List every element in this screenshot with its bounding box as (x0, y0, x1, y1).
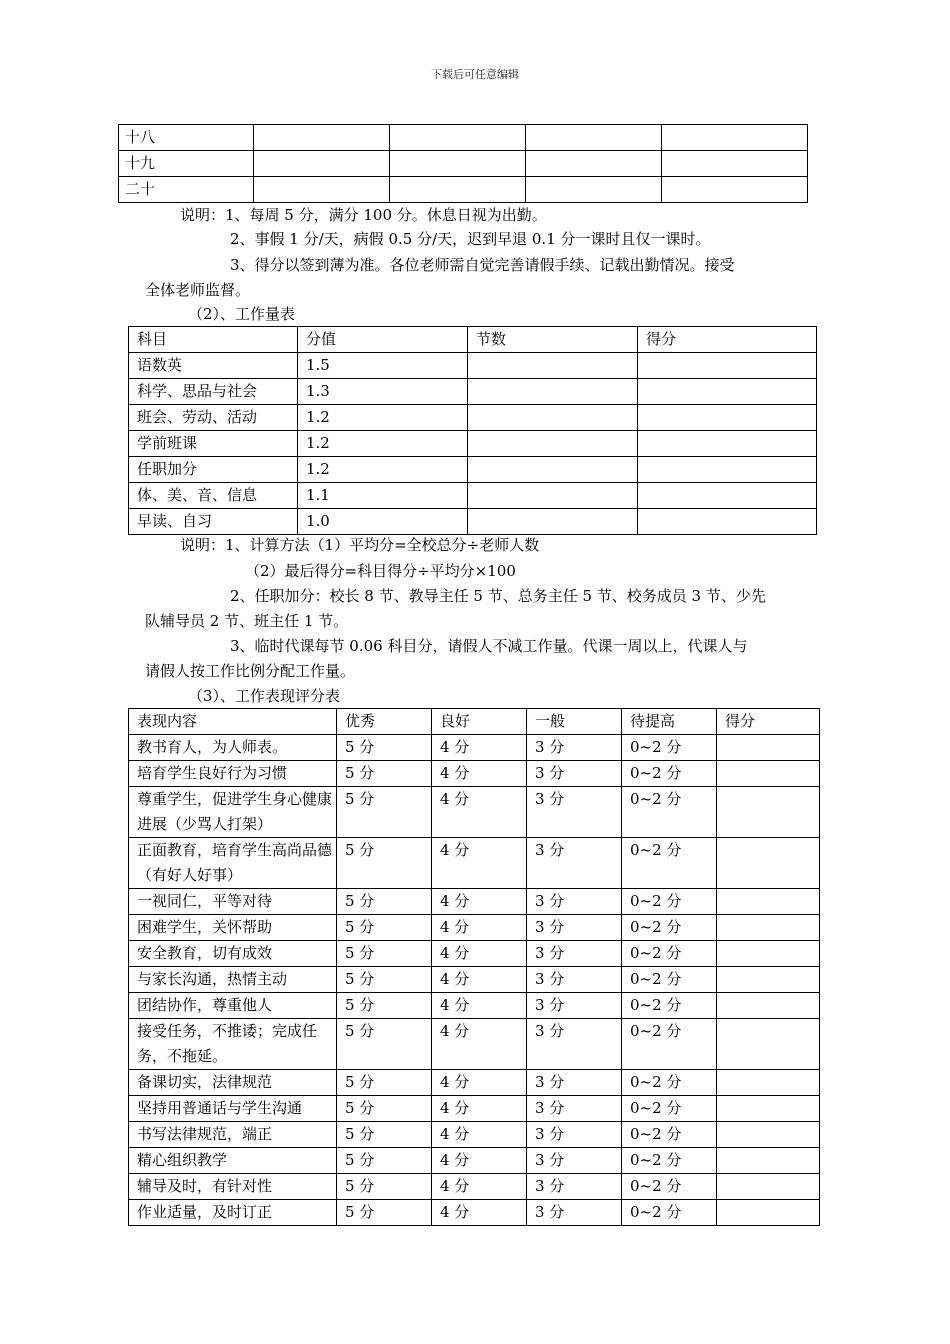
table-cell: 0~2 分 (622, 1122, 717, 1148)
table-row (129, 1070, 820, 1096)
table-cell (717, 941, 820, 967)
table-cell: 5 分 (337, 1096, 432, 1122)
workload-table-body (129, 353, 817, 535)
table-cell: 4 分 (432, 1070, 527, 1096)
table-cell: 5 分 (337, 1200, 432, 1226)
table-cell: 坚持用普通话与学生沟通 (129, 1096, 337, 1122)
table-cell: 十九 (119, 151, 254, 177)
header-cell: 优秀 (337, 709, 432, 735)
table-cell (468, 353, 638, 379)
table-cell (717, 889, 820, 915)
table-cell (717, 1096, 820, 1122)
workload-header-row (129, 327, 817, 353)
header-cell: 待提高 (622, 709, 717, 735)
table-row (129, 1174, 820, 1200)
table-cell: 4 分 (432, 1174, 527, 1200)
table-cell: 十八 (119, 125, 254, 151)
table-cell (468, 509, 638, 535)
table-cell (717, 787, 820, 838)
page-header: 下载后可任意编辑 (431, 68, 519, 81)
table-cell: 4 分 (432, 761, 527, 787)
table-cell: 教书育人，为人师表。 (129, 735, 337, 761)
performance-table-body (129, 735, 820, 1226)
table-cell: 班会、劳动、活动 (129, 405, 298, 431)
table-row (129, 483, 817, 509)
table-cell: 3 分 (527, 787, 622, 838)
table-cell: 4 分 (432, 1096, 527, 1122)
table-cell (638, 353, 817, 379)
header-cell: 良好 (432, 709, 527, 735)
table-cell (526, 177, 662, 203)
table-row (129, 1019, 820, 1070)
table-cell: 3 分 (527, 1019, 622, 1070)
table-cell (526, 151, 662, 177)
table-cell (638, 483, 817, 509)
table-row (129, 405, 817, 431)
table-cell: 0~2 分 (622, 1070, 717, 1096)
table-cell: 5 分 (337, 761, 432, 787)
table-cell: 接受任务，不推诿；完成任务，不拖延。 (129, 1019, 337, 1070)
table-cell: 3 分 (527, 993, 622, 1019)
table-cell: 0~2 分 (622, 838, 717, 889)
note2-line3: 2、任职加分：校长 8 节、教导主任 5 节、总务主任 5 节、校务成员 3 节、少先 (230, 587, 766, 605)
table-cell: 正面教育，培育学生高尚品德（有好人好事） (129, 838, 337, 889)
table-row (119, 125, 808, 151)
table-cell: 3 分 (527, 1096, 622, 1122)
note1-line1: 说明：1、每周 5 分，满分 100 分。休息日视为出勤。 (180, 206, 547, 224)
table-cell: 5 分 (337, 993, 432, 1019)
table-cell: 0~2 分 (622, 735, 717, 761)
table-cell: 作业适量，及时订正 (129, 1200, 337, 1226)
table-cell (717, 1122, 820, 1148)
table-cell: 5 分 (337, 967, 432, 993)
table-cell: 5 分 (337, 735, 432, 761)
table-cell: 4 分 (432, 915, 527, 941)
attendance-table-body (119, 125, 808, 203)
table-cell (717, 915, 820, 941)
table-row (129, 787, 820, 838)
table-cell: 5 分 (337, 1174, 432, 1200)
table-cell (468, 483, 638, 509)
workload-title: （2）、工作量表 (188, 305, 296, 323)
table-cell (526, 125, 662, 151)
table-cell (638, 431, 817, 457)
table-cell: 3 分 (527, 1148, 622, 1174)
note2-line2: （2）最后得分=科目得分÷平均分×100 (245, 562, 516, 580)
table-cell (254, 125, 390, 151)
note1-line3: 3、得分以签到薄为准。各位老师需自觉完善请假手续、记载出勤情况。接受 (230, 256, 735, 274)
table-cell: 4 分 (432, 889, 527, 915)
table-cell: 早读、自习 (129, 509, 298, 535)
table-cell (662, 125, 808, 151)
table-cell: 4 分 (432, 941, 527, 967)
table-cell: 3 分 (527, 967, 622, 993)
table-cell: 0~2 分 (622, 967, 717, 993)
table-cell (390, 177, 526, 203)
table-cell: 4 分 (432, 838, 527, 889)
performance-table (128, 708, 820, 1226)
table-cell (390, 125, 526, 151)
table-cell: 0~2 分 (622, 941, 717, 967)
table-cell: 体、美、音、信息 (129, 483, 298, 509)
table-cell: 5 分 (337, 915, 432, 941)
table-cell (468, 379, 638, 405)
table-row (119, 151, 808, 177)
table-row (129, 993, 820, 1019)
table-cell: 学前班课 (129, 431, 298, 457)
table-cell: 0~2 分 (622, 1096, 717, 1122)
table-row (129, 1148, 820, 1174)
table-cell: 0~2 分 (622, 889, 717, 915)
table-cell: 0~2 分 (622, 761, 717, 787)
table-cell: 1.1 (298, 483, 468, 509)
table-cell: 困难学生，关怀帮助 (129, 915, 337, 941)
table-cell: 3 分 (527, 941, 622, 967)
table-cell (638, 379, 817, 405)
note1-line3-cont: 全体老师监督。 (145, 281, 251, 299)
workload-table (128, 326, 817, 535)
table-cell: 备课切实，法律规范 (129, 1070, 337, 1096)
table-cell: 1.3 (298, 379, 468, 405)
table-cell (717, 838, 820, 889)
table-cell (638, 405, 817, 431)
table-cell: 安全教育，切有成效 (129, 941, 337, 967)
performance-title: （3）、工作表现评分表 (188, 687, 341, 705)
table-cell (662, 177, 808, 203)
table-cell: 0~2 分 (622, 787, 717, 838)
table-cell: 4 分 (432, 1200, 527, 1226)
table-cell (638, 457, 817, 483)
table-cell: 4 分 (432, 735, 527, 761)
table-cell: 0~2 分 (622, 1200, 717, 1226)
header-cell: 得分 (638, 327, 817, 353)
table-cell: 尊重学生，促进学生身心健康进展（少骂人打架） (129, 787, 337, 838)
table-cell: 3 分 (527, 735, 622, 761)
table-cell (717, 1200, 820, 1226)
table-cell: 3 分 (527, 1122, 622, 1148)
table-row (129, 1200, 820, 1226)
table-cell: 1.2 (298, 431, 468, 457)
table-cell: 5 分 (337, 787, 432, 838)
table-cell: 辅导及时，有针对性 (129, 1174, 337, 1200)
table-cell: 1.5 (298, 353, 468, 379)
table-row (129, 1096, 820, 1122)
note1-line2: 2、事假 1 分/天，病假 0.5 分/天，迟到早退 0.1 分一课时且仅一课时。 (230, 230, 711, 248)
table-cell (468, 405, 638, 431)
table-row (129, 889, 820, 915)
table-cell: 3 分 (527, 915, 622, 941)
table-row (129, 431, 817, 457)
table-row (129, 379, 817, 405)
table-cell: 5 分 (337, 1070, 432, 1096)
table-cell (717, 735, 820, 761)
table-cell: 4 分 (432, 967, 527, 993)
table-cell: 3 分 (527, 1200, 622, 1226)
table-cell: 5 分 (337, 941, 432, 967)
table-row (129, 1122, 820, 1148)
table-cell (717, 1019, 820, 1070)
table-cell (717, 967, 820, 993)
table-cell: 二十 (119, 177, 254, 203)
table-cell: 培育学生良好行为习惯 (129, 761, 337, 787)
note2-line3-cont: 队辅导员 2 节、班主任 1 节。 (145, 612, 349, 630)
table-row (129, 457, 817, 483)
table-row (129, 915, 820, 941)
table-cell: 1.0 (298, 509, 468, 535)
table-cell: 一视同仁，平等对待 (129, 889, 337, 915)
performance-header-row (129, 709, 820, 735)
table-cell: 5 分 (337, 1148, 432, 1174)
table-cell: 任职加分 (129, 457, 298, 483)
table-cell (717, 1174, 820, 1200)
table-row (129, 735, 820, 761)
table-row (129, 509, 817, 535)
table-cell: 1.2 (298, 457, 468, 483)
note2-line4-cont: 请假人按工作比例分配工作量。 (145, 662, 356, 680)
table-cell: 3 分 (527, 1070, 622, 1096)
header-cell: 分值 (298, 327, 468, 353)
table-cell (662, 151, 808, 177)
table-cell: 1.2 (298, 405, 468, 431)
table-cell: 5 分 (337, 838, 432, 889)
table-cell: 团结协作，尊重他人 (129, 993, 337, 1019)
note2-line4: 3、临时代课每节 0.06 科目分，请假人不减工作量。代课一周以上，代课人与 (230, 637, 748, 655)
table-cell: 3 分 (527, 838, 622, 889)
table-cell (254, 177, 390, 203)
table-cell (468, 431, 638, 457)
note2-line1: 说明：1、计算方法（1）平均分=全校总分÷老师人数 (180, 536, 540, 554)
table-row (129, 761, 820, 787)
table-cell: 4 分 (432, 787, 527, 838)
table-cell: 4 分 (432, 1019, 527, 1070)
table-cell: 4 分 (432, 993, 527, 1019)
table-row (129, 941, 820, 967)
table-cell (638, 509, 817, 535)
attendance-table (118, 124, 808, 203)
table-row (129, 967, 820, 993)
table-cell: 语数英 (129, 353, 298, 379)
header-cell: 节数 (468, 327, 638, 353)
header-cell: 表现内容 (129, 709, 337, 735)
table-cell (717, 1070, 820, 1096)
table-cell: 4 分 (432, 1122, 527, 1148)
table-cell: 0~2 分 (622, 1174, 717, 1200)
table-cell (717, 993, 820, 1019)
table-cell (717, 761, 820, 787)
table-cell: 4 分 (432, 1148, 527, 1174)
table-cell: 0~2 分 (622, 993, 717, 1019)
header-cell: 得分 (717, 709, 820, 735)
table-cell: 与家长沟通，热情主动 (129, 967, 337, 993)
table-cell: 0~2 分 (622, 915, 717, 941)
table-cell: 5 分 (337, 1019, 432, 1070)
table-cell: 0~2 分 (622, 1019, 717, 1070)
header-cell: 科目 (129, 327, 298, 353)
table-row (129, 838, 820, 889)
table-row (129, 353, 817, 379)
table-cell: 精心组织教学 (129, 1148, 337, 1174)
header-cell: 一般 (527, 709, 622, 735)
table-cell (390, 151, 526, 177)
table-cell: 书写法律规范，端正 (129, 1122, 337, 1148)
table-cell: 3 分 (527, 1174, 622, 1200)
table-cell: 0~2 分 (622, 1148, 717, 1174)
table-cell: 3 分 (527, 761, 622, 787)
table-cell (468, 457, 638, 483)
table-cell (717, 1148, 820, 1174)
table-cell (254, 151, 390, 177)
table-row (119, 177, 808, 203)
table-cell: 3 分 (527, 889, 622, 915)
table-cell: 科学、思品与社会 (129, 379, 298, 405)
table-cell: 5 分 (337, 1122, 432, 1148)
table-cell: 5 分 (337, 889, 432, 915)
